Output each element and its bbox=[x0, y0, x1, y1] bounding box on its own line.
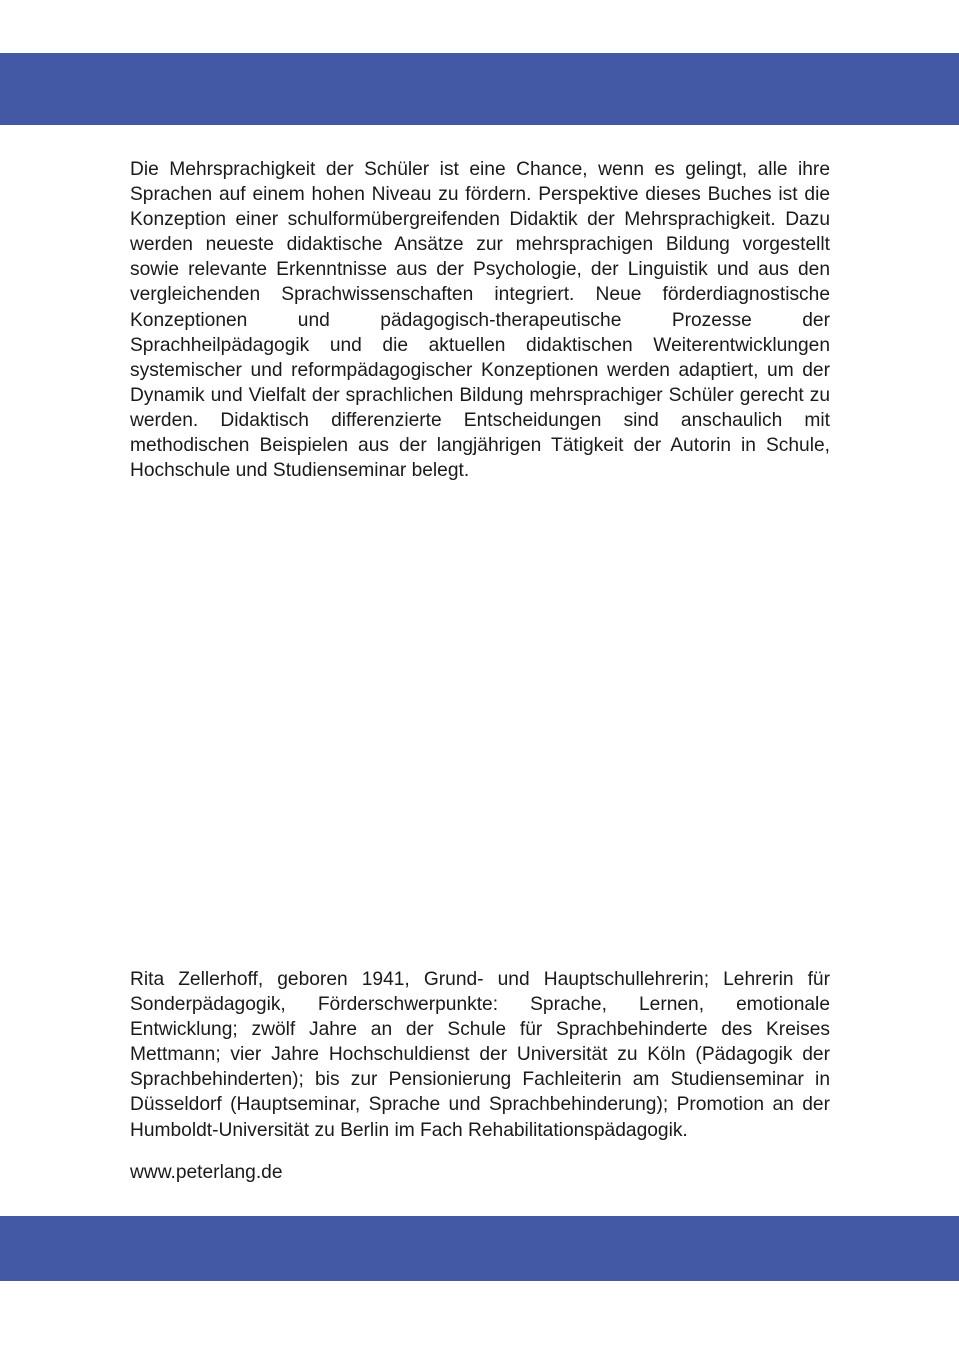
top-color-band bbox=[0, 53, 959, 125]
publisher-website: www.peterlang.de bbox=[130, 1162, 283, 1183]
bottom-color-band bbox=[0, 1216, 959, 1281]
author-biography: Rita Zellerhoff, geboren 1941, Grund- und Hauptschullehrerin; Lehrerin für Sonderpädagogik, Förderschwerpunkte: Sprache, Lernen, emotionale Entwicklung; zwölf Jahre an der Schule für Sprachbehinderte des Kreises Mettmann; vier Jahre Hochschuldienst der Universität zu Köln (Pädagogik der Sprachbehinderten); bis zur Pensionierung Fachleiterin am Studienseminar in Düsseldorf (Hauptseminar, Sprache und Sprachbehinderung); Promotion an der Humboldt-Universität zu Berlin im Fach Rehabilitationspädagogik. bbox=[130, 969, 830, 1141]
book-blurb: Die Mehrsprachigkeit der Schüler ist eine Chance, wenn es gelingt, alle ihre Sprachen auf einem hohen Niveau zu fördern. Perspektive dieses Buches ist die Konzeption einer schulformübergreifenden Didaktik der Mehrsprachigkeit. Dazu werden neueste didaktische Ansätze zur mehrsprachigen Bildung vorgestellt sowie relevante Erkenntnisse aus der Psychologie, der Linguistik und aus den vergleichenden Sprachwissenschaften integriert. Neue förderdiagnostische Konzeptionen und pädagogisch-therapeutische Prozesse der Sprachheilpädagogik und die aktuellen didaktischen Weiterentwicklungen systemischer und reformpädagogischer Konzeptionen werden adaptiert, um der Dynamik und Vielfalt der sprachlichen Bildung mehrsprachiger Schüler gerecht zu werden. Didaktisch differenzierte Entscheidungen sind anschaulich mit methodischen Beispielen aus der langjährigen Tätigkeit der Autorin in Schule, Hochschule und Studienseminar belegt. bbox=[130, 159, 830, 482]
